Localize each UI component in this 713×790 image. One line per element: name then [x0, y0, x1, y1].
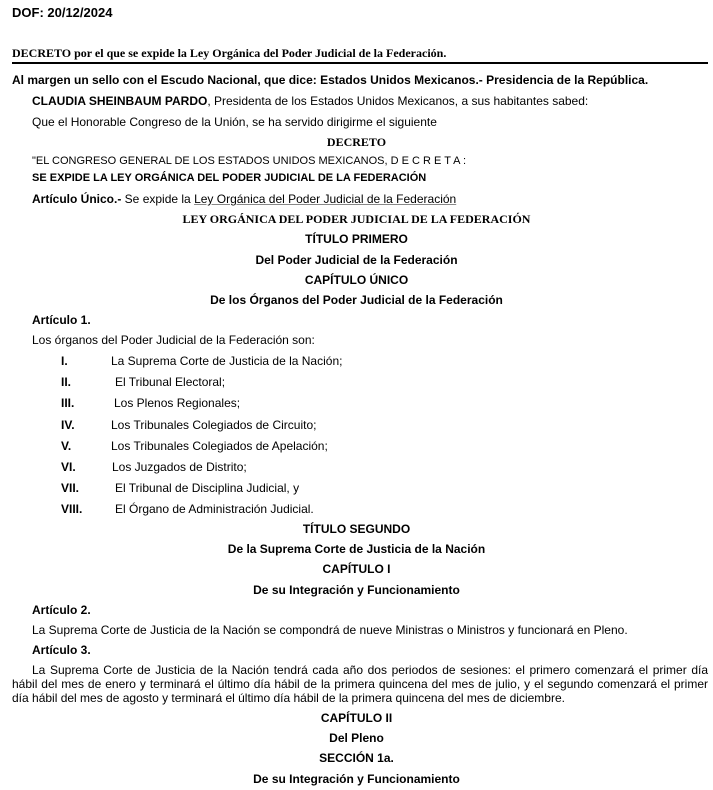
seccion-1a: SECCIÓN 1a. — [319, 751, 394, 765]
seccion-1a-name: De su Integración y Funcionamiento — [253, 772, 460, 786]
list-item: Los Tribunales Colegiados de Apelación; — [111, 439, 328, 453]
expide-heading: SE EXPIDE LA LEY ORGÁNICA DEL PODER JUDICIAL DE LA FEDERACIÓN — [32, 172, 427, 184]
titulo-primero: TÍTULO PRIMERO — [305, 232, 408, 246]
list-item: Los Plenos Regionales; — [114, 396, 241, 410]
list-item-number: VIII. — [61, 502, 83, 516]
congress-decree: "EL CONGRESO GENERAL DE LOS ESTADOS UNIDOS MEXICANOS, D E C R E T A : — [32, 155, 467, 167]
list-item: Los Juzgados de Distrito; — [112, 460, 247, 474]
list-item-number: IV. — [61, 418, 75, 432]
capitulo-unico-name: De los Órganos del Poder Judicial de la Federación — [210, 293, 503, 307]
decreto-heading: DECRETO — [326, 135, 387, 149]
capitulo-2-name: Del Pleno — [329, 731, 384, 745]
president-name: CLAUDIA SHEINBAUM PARDO — [32, 94, 208, 108]
ley-organica-link[interactable]: Ley Orgánica del Poder Judicial de la Federación — [194, 192, 457, 206]
titulo-segundo: TÍTULO SEGUNDO — [302, 522, 411, 536]
title-divider — [12, 62, 708, 64]
articulo-1-label: Artículo 1. — [32, 313, 91, 327]
list-item: El Tribunal Electoral; — [115, 375, 226, 389]
list-item: Los Tribunales Colegiados de Circuito; — [111, 418, 317, 432]
list-item: El Órgano de Administración Judicial. — [115, 502, 314, 516]
articulo-unico-text: Se expide la — [121, 192, 195, 206]
list-item-number: III. — [61, 396, 75, 410]
law-title: LEY ORGÁNICA DEL PODER JUDICIAL DE LA FEDERACIÓN — [182, 212, 531, 226]
list-item: La Suprema Corte de Justicia de la Nación; — [111, 354, 343, 368]
list-item-number: II. — [61, 375, 72, 389]
articulo-unico-label: Artículo Único.- — [32, 192, 122, 206]
list-item: El Tribunal de Disciplina Judicial, y — [115, 481, 300, 495]
capitulo-unico: CAPÍTULO ÚNICO — [304, 273, 409, 287]
titulo-segundo-name: De la Suprema Corte de Justicia de la Nación — [227, 542, 486, 556]
articulo-3-text: La Suprema Corte de Justicia de la Nación tendrá cada año dos periodos de sesiones: el primero comenzará el primer día hábil del mes de enero y terminará el último día hábil de la primera quincena del mes de julio, y el segundo comenzará el primer día hábil del mes de agosto y terminará el último día hábil de la primera quincena del mes de diciembre. — [12, 663, 708, 705]
president-line — [32, 94, 588, 108]
president-text: , Presidenta de los Estados Unidos Mexicanos, a sus habitantes sabed: — [207, 94, 589, 108]
capitulo-1-name: De su Integración y Funcionamiento — [253, 583, 460, 597]
capitulo-1: CAPÍTULO I — [322, 562, 391, 576]
list-item-number: VII. — [61, 481, 80, 495]
capitulo-2: CAPÍTULO II — [320, 711, 393, 725]
list-item-number: V. — [61, 439, 72, 453]
list-item-number: I. — [61, 354, 68, 368]
articulo-unico — [32, 192, 456, 206]
congress-text: Que el Honorable Congreso de la Unión, se ha servido dirigirme el siguiente — [32, 115, 437, 129]
decreto-title: DECRETO por el que se expide la Ley Orgánica del Poder Judicial de la Federación. — [12, 46, 447, 60]
margin-seal-text: Al margen un sello con el Escudo Nacional, que dice: Estados Unidos Mexicanos.- Presidencia de la República. — [12, 73, 649, 87]
titulo-primero-name: Del Poder Judicial de la Federación — [255, 253, 458, 267]
articulo-1-text: Los órganos del Poder Judicial de la Federación son: — [32, 333, 315, 347]
list-item-number: VI. — [61, 460, 76, 474]
articulo-2-text: La Suprema Corte de Justicia de la Nación se compondrá de nueve Ministras o Ministros y funcionará en Pleno. — [32, 623, 628, 637]
articulo-3-label: Artículo 3. — [32, 643, 91, 657]
articulo-2-label: Artículo 2. — [32, 603, 91, 617]
dof-date: DOF: 20/12/2024 — [12, 5, 113, 20]
